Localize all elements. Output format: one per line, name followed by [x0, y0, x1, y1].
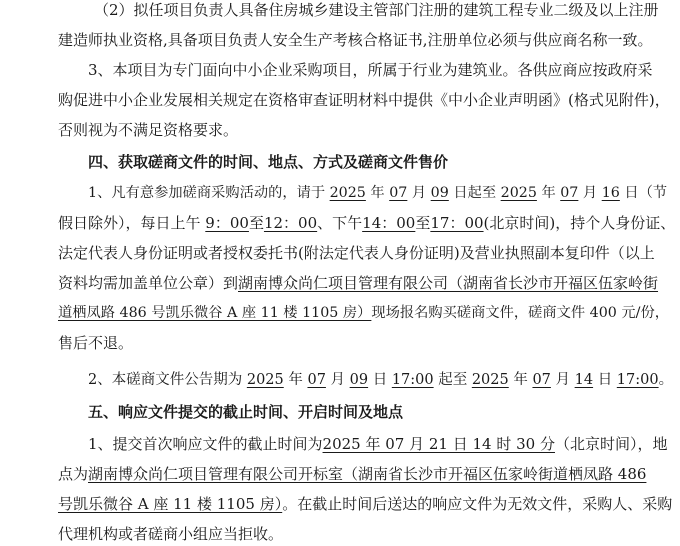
paragraph-line	[58, 301, 669, 325]
paragraph-line	[58, 492, 672, 516]
text-run: （北京时间），地	[554, 435, 668, 453]
text-run: 月	[555, 372, 571, 388]
paragraph-line	[58, 0, 659, 22]
paragraph-line	[58, 331, 133, 355]
time-value: 17:00	[391, 372, 434, 388]
text-run: 点为	[58, 465, 89, 483]
text-run: 起至	[438, 372, 468, 388]
paragraph-line	[88, 432, 668, 456]
deadline-datetime: 2025 年 07 月 21 日 14 时 30 分	[322, 435, 555, 453]
address-text: 湖南博众尚仁项目管理有限公司开标室（湖南省长沙市开福区伍家岭街道栖凤路 486	[88, 465, 647, 483]
paragraph-line	[58, 271, 658, 295]
text-run: 建造师执业资格,具备项目负责人安全生产考核合格证书,注册单位必须与供应商名称一致。	[58, 31, 653, 49]
text-run: 。在截止时间后送达的响应文件为无效文件，采购人、采购	[282, 495, 673, 513]
text-run: 年	[288, 372, 303, 388]
text-run: 年	[513, 372, 528, 388]
date-day: 14	[574, 372, 594, 388]
text-run: 现场报名购买磋商文件，磋商文件 400 元/份，	[371, 305, 669, 321]
paragraph-line	[58, 58, 653, 82]
text-run: 资料均需加盖单位公章）到	[58, 274, 239, 292]
text-run: 年	[541, 185, 556, 201]
text-run: 。	[658, 372, 674, 388]
paragraph-line	[58, 211, 675, 235]
text-run: 日	[372, 372, 388, 388]
text-run: 售后不退。	[58, 334, 134, 352]
text-run: 年	[370, 185, 385, 201]
text-run: 购促进中小企业发展相关规定在资格审查证明材料中提供《中小企业声明函》(格式见附件)，	[58, 91, 670, 109]
section-heading	[88, 150, 448, 174]
address-text: 号凯乐微谷 A 座 11 楼 1105 房）	[58, 495, 283, 513]
text-run: 否则视为不满足资格要求。	[58, 121, 239, 139]
paragraph-line	[58, 118, 238, 142]
date-month: 07	[532, 372, 551, 388]
text-run: 代理机构或者磋商小组应当拒收。	[58, 525, 284, 543]
text-run: 月	[411, 185, 427, 201]
text-run: 2、本磋商文件公告期为	[88, 372, 243, 388]
text-run: 日（节	[624, 185, 668, 201]
section-5-heading: 五、响应文件提交的截止时间、开启时间及地点	[88, 403, 404, 421]
paragraph-line	[58, 241, 655, 265]
text-run: 3、本项目为专门面向中小企业采购项目，所属于行业为建筑业。各供应商应按政府采	[88, 61, 653, 79]
text-run: 至	[415, 214, 431, 232]
time-value: 14：00	[362, 214, 416, 232]
time-value: 17：00	[430, 214, 484, 232]
paragraph-line	[58, 462, 646, 486]
date-day: 09	[430, 185, 449, 201]
text-run: 至	[248, 214, 264, 232]
text-run: 假日除外），每日上午	[58, 214, 201, 232]
date-month: 07	[560, 185, 579, 201]
date-year: 2025	[246, 372, 284, 388]
paragraph-line	[88, 368, 673, 392]
text-run: 月	[582, 185, 598, 201]
date-year: 2025	[500, 185, 537, 201]
paragraph-line	[58, 28, 653, 52]
address-text: 道栖凤路 486 号凯乐微谷 A 座 11 楼 1105 房）	[58, 305, 372, 321]
date-month: 07	[389, 185, 408, 201]
section-heading	[88, 400, 403, 424]
time-value: 17:00	[616, 372, 659, 388]
text-run: 月	[330, 372, 346, 388]
date-day: 09	[349, 372, 369, 388]
text-run: 1、提交首次响应文件的截止时间为	[88, 435, 323, 453]
text-run: 、下午	[317, 214, 363, 232]
date-year: 2025	[471, 372, 509, 388]
time-value: 9：00	[205, 214, 249, 232]
paragraph-line	[88, 181, 667, 205]
date-year: 2025	[329, 185, 366, 201]
text-run: 法定代表人身份证明或者授权委托书(附法定代表人身份证明)及营业执照副本复印件（以上	[58, 244, 655, 262]
text-run: 1、凡有意参加磋商采购活动的，请于	[88, 185, 326, 201]
address-text: 湖南博众尚仁项目管理有限公司（湖南省长沙市开福区伍家岭街	[238, 274, 659, 292]
date-day: 16	[601, 185, 620, 201]
text-run: （2）拟任项目负责人具备住房城乡建设主管部门注册的建筑工程专业二级及以上注册	[94, 1, 659, 19]
text-run: (北京时间)，持个人身份证、	[483, 214, 676, 232]
text-run: 日起至	[453, 185, 497, 201]
text-run: 日	[597, 372, 613, 388]
paragraph-line	[58, 88, 670, 112]
section-4-heading: 四、获取磋商文件的时间、地点、方式及磋商文件售价	[88, 153, 449, 171]
date-month: 07	[307, 372, 326, 388]
paragraph-line	[58, 522, 283, 546]
time-value: 12：00	[263, 214, 318, 232]
